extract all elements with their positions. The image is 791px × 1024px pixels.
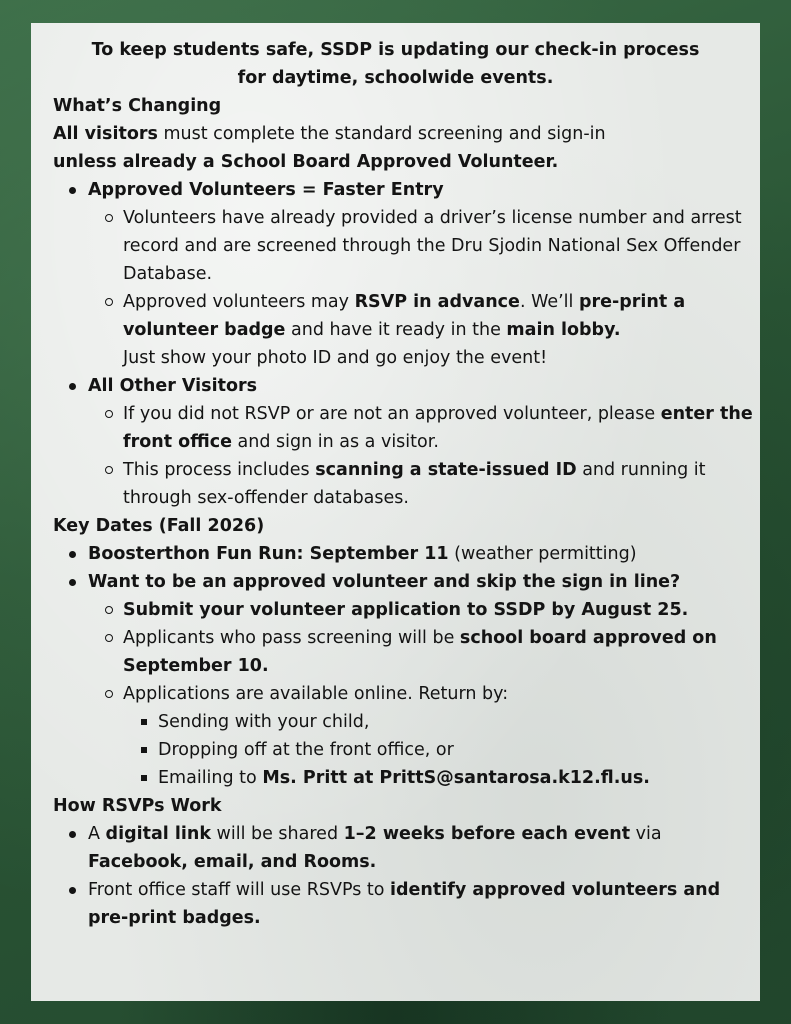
bullet-circle-icon xyxy=(105,690,113,698)
front-office-text: Front office staff will use RSVPs to xyxy=(88,880,391,900)
no-rsvp-text-2: and sign in as a visitor. xyxy=(231,432,439,452)
list-item-return-email xyxy=(53,764,760,792)
list-item-approved-volunteers xyxy=(53,176,760,204)
intro-text-1: must complete the standard screening and sign-in xyxy=(157,124,606,144)
key-dates-heading: Key Dates (Fall 2026) xyxy=(53,516,265,536)
no-rsvp-bold-1: enter the front office xyxy=(123,404,753,452)
whats-changing-intro xyxy=(53,120,760,176)
rsvp-bold-3: main lobby. xyxy=(506,320,621,340)
applications-online-text: Applications are available online. Return by: xyxy=(123,684,509,704)
scan-bold-1: scanning a state-issued ID xyxy=(315,460,577,480)
rsvp-list xyxy=(53,820,760,932)
list-item-digital-link xyxy=(53,820,760,876)
headline-line-1: To keep students safe, SSDP is updating our check-in process xyxy=(91,40,700,60)
bullet-square-icon xyxy=(141,775,147,781)
digital-link-text-2: will be shared xyxy=(210,824,344,844)
rsvp-text-2: . We’ll xyxy=(519,292,579,312)
intro-bold-1: All visitors xyxy=(53,124,158,144)
list-item-other-visitors xyxy=(53,372,760,400)
headline xyxy=(53,36,760,92)
key-dates-list xyxy=(53,540,760,792)
applicants-text: Applicants who pass screening will be xyxy=(123,628,460,648)
bullet-disc-icon xyxy=(69,831,76,838)
rsvp-bold-2: pre-print a volunteer badge xyxy=(123,292,686,340)
bullet-disc-icon xyxy=(69,887,76,894)
return-office-text: Dropping off at the front office, or xyxy=(158,740,454,760)
list-item-volunteers-provided xyxy=(53,204,760,288)
changing-list xyxy=(53,176,760,512)
list-item-applications-online xyxy=(53,680,760,708)
list-item-volunteer-question xyxy=(53,568,760,596)
bullet-circle-icon xyxy=(105,466,113,474)
list-item-no-rsvp xyxy=(53,400,760,456)
rsvp-text-1: Approved volunteers may xyxy=(123,292,355,312)
list-item-front-office-staff xyxy=(53,876,760,932)
bullet-circle-icon xyxy=(105,214,113,222)
intro-bold-2: unless already a School Board Approved Volunteer. xyxy=(53,152,559,172)
return-child-text: Sending with your child, xyxy=(158,712,370,732)
bullet-square-icon xyxy=(141,747,147,753)
approved-volunteers-heading: Approved Volunteers = Faster Entry xyxy=(88,180,444,200)
no-rsvp-text-1: If you did not RSVP or are not an approved volunteer, please xyxy=(123,404,661,424)
bullet-disc-icon xyxy=(69,383,76,390)
fun-run-bold: Boosterthon Fun Run: September 11 xyxy=(88,544,449,564)
headline-line-2: for daytime, schoolwide events. xyxy=(237,68,554,88)
front-office-bold: identify approved volunteers and pre-print badges. xyxy=(88,880,721,928)
digital-link-bold-2: 1–2 weeks before each event xyxy=(343,824,631,844)
list-item-applicants-approved xyxy=(53,624,760,680)
flyer-page xyxy=(31,23,760,1001)
submit-application-text: Submit your volunteer application to SSDP by August 25. xyxy=(123,600,689,620)
scan-text-1: This process includes xyxy=(123,460,316,480)
bullet-circle-icon xyxy=(105,634,113,642)
rsvp-text-4: Just show your photo ID and go enjoy the event! xyxy=(123,348,548,368)
digital-link-text-1: A xyxy=(88,824,106,844)
bullet-circle-icon xyxy=(105,410,113,418)
list-item-rsvp-advance xyxy=(53,288,760,372)
bullet-disc-icon xyxy=(69,187,76,194)
scan-text-2: and running it through sex-offender databases. xyxy=(123,460,706,508)
list-item-submit-application xyxy=(53,596,760,624)
list-item-return-office xyxy=(53,736,760,764)
digital-link-text-3: via xyxy=(630,824,662,844)
other-visitors-heading: All Other Visitors xyxy=(88,376,258,396)
bullet-circle-icon xyxy=(105,606,113,614)
list-item-fun-run xyxy=(53,540,760,568)
bullet-circle-icon xyxy=(105,298,113,306)
rsvp-text-3: and have it ready in the xyxy=(285,320,507,340)
return-email-bold: Ms. Pritt at PrittS@santarosa.k12.fl.us. xyxy=(262,768,650,788)
whats-changing-heading: What’s Changing xyxy=(53,96,222,116)
volunteer-question-text: Want to be an approved volunteer and skip the sign in line? xyxy=(88,572,681,592)
fun-run-text: (weather permitting) xyxy=(448,544,637,564)
applicants-bold: school board approved on September 10. xyxy=(123,628,717,676)
bullet-disc-icon xyxy=(69,551,76,558)
how-rsvps-work-heading: How RSVPs Work xyxy=(53,796,222,816)
volunteers-provided-text: Volunteers have already provided a driver’s license number and arrest record and are screened through the Dru Sjodin National Sex Offender Database. xyxy=(123,208,742,284)
bullet-square-icon xyxy=(141,719,147,725)
digital-link-bold-1: digital link xyxy=(105,824,211,844)
list-item-scanning xyxy=(53,456,760,512)
return-email-text: Emailing to xyxy=(158,768,263,788)
bullet-disc-icon xyxy=(69,579,76,586)
digital-link-bold-3: Facebook, email, and Rooms. xyxy=(88,852,377,872)
list-item-return-child xyxy=(53,708,760,736)
rsvp-bold-1: RSVP in advance xyxy=(354,292,520,312)
